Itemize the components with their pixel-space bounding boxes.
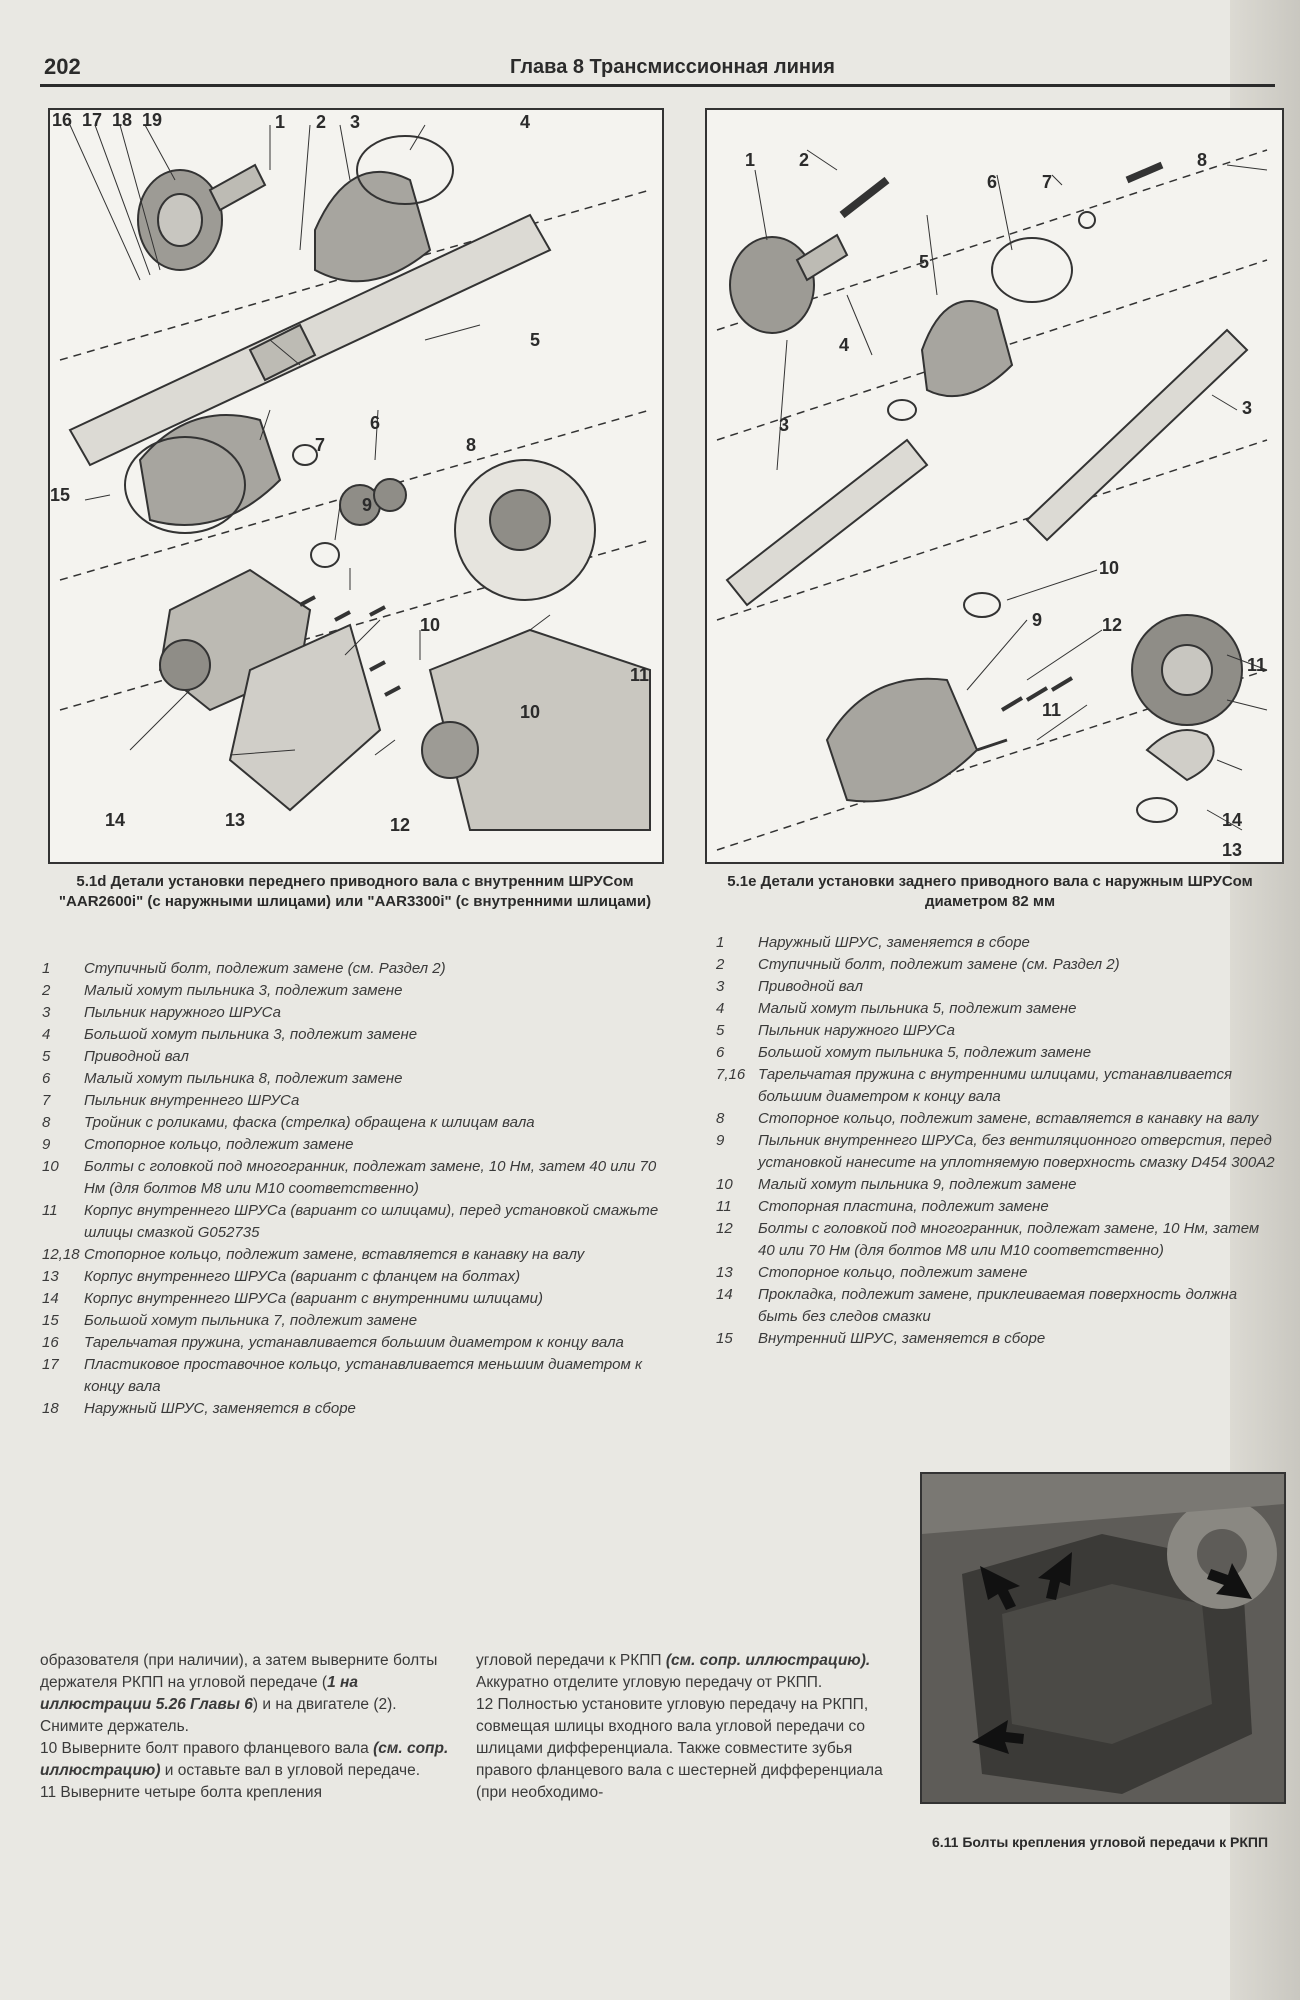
paragraph-text: 10 Выверните болт правого фланцевого вала [40,1740,374,1757]
callout-label: 12 [390,815,411,835]
legend-number: 16 [42,1334,59,1351]
legend-number: 14 [42,1290,59,1307]
figure1-callouts [50,110,662,862]
legend-item [42,1310,667,1332]
figure2-legend [716,932,1276,1350]
callout-label: 5 [919,252,930,272]
body-text-column-2 [476,1650,896,1804]
legend-number: 10 [42,1158,59,1175]
legend-number: 8 [716,1110,725,1127]
legend-number: 10 [716,1176,733,1193]
legend-item [42,1156,667,1200]
callout-label: 10 [420,615,441,635]
callout-label: 11 [1042,700,1062,720]
callout-label: 2 [316,112,327,132]
legend-item [42,1200,667,1244]
legend-item [716,1262,1276,1284]
legend-number: 12 [716,1220,733,1237]
callout-label: 17 [82,110,103,130]
legend-number: 6 [716,1044,725,1061]
callout-label: 14 [1222,810,1243,830]
legend-text: Стопорное кольцо, подлежит замене, вставляется в канавку на валу [758,1110,1259,1127]
legend-text: Стопорная пластина, подлежит замене [758,1198,1049,1215]
body-paragraph [40,1650,450,1738]
callout-label: 19 [142,110,163,130]
figure-reference: 1 на иллюстрации 5.26 Главы 6 [40,1674,359,1713]
legend-text: Наружный ШРУС, заменяется в сборе [84,1400,356,1417]
legend-text: Болты с головкой под многогранник, подлежат замене, 10 Нм, затем 40 или 70 Нм (для болтов М8 или М10 соответственно) [758,1220,1260,1259]
callout-label: 16 [52,110,73,130]
callout-label: 3 [350,112,361,132]
legend-item [42,1266,667,1288]
legend-text: Ступичный болт, подлежит замене (см. Раздел 2) [84,960,446,977]
callout-label: 2 [799,150,810,170]
callout-label: 1 [745,150,756,170]
callout-label: 8 [1197,150,1208,170]
legend-number: 14 [716,1286,733,1303]
body-text-column-1 [40,1650,450,1804]
callout-label: 11 [630,665,650,685]
legend-text: Приводной вал [84,1048,189,1065]
legend-item [716,1108,1276,1130]
callout-label: 1 [275,112,286,132]
legend-text: Болты с головкой под многогранник, подлежат замене, 10 Нм, затем 40 или 70 Нм (для болтов М8 или М10 соответственно) [84,1158,657,1197]
chapter-title: Глава 8 Трансмиссионная линия [510,56,835,78]
callout-label: 4 [520,112,531,132]
callout-label: 8 [466,435,477,455]
figure-reference: (см. сопр. иллюстрацию). [665,1652,871,1669]
legend-text: Большой хомут пыльника 5, подлежит замене [758,1044,1092,1061]
legend-number: 2 [42,982,51,999]
paragraph-text: Аккуратно отделите угловую передачу от РКПП. [476,1674,823,1691]
figure2-callouts [707,110,1282,862]
legend-item [716,1284,1276,1328]
legend-item [42,1046,667,1068]
legend-item [42,1134,667,1156]
legend-text: Стопорное кольцо, подлежит замене [84,1136,354,1153]
callout-label: 15 [50,485,71,505]
gearbox-photo-image [922,1474,1284,1802]
callout-label: 12 [1102,615,1123,635]
legend-number: 5 [716,1022,725,1039]
callout-label: 5 [530,330,541,350]
legend-item [716,1196,1276,1218]
legend-number: 3 [42,1004,51,1021]
legend-number: 9 [42,1136,51,1153]
legend-number: 11 [716,1198,732,1215]
body-paragraph [476,1650,896,1694]
page-number: 202 [44,54,81,79]
legend-text: Стопорное кольцо, подлежит замене [758,1264,1028,1281]
figure2-caption: 5.1е Детали установки заднего приводного вала с наружным ШРУСом диаметром 82 мм [727,873,1253,910]
legend-number: 2 [716,956,725,973]
legend-item [716,976,1276,998]
legend-number: 15 [716,1330,733,1347]
legend-number: 3 [716,978,725,995]
legend-text: Наружный ШРУС, заменяется в сборе [758,934,1030,951]
figure1-legend [42,958,667,1420]
legend-number: 7,16 [716,1066,746,1083]
legend-item [42,958,667,980]
legend-text: Большой хомут пыльника 3, подлежит замене [84,1026,418,1043]
callout-label: 6 [370,413,381,433]
legend-text: Большой хомут пыльника 7, подлежит замене [84,1312,418,1329]
legend-text: Корпус внутреннего ШРУСа (вариант со шлицами), перед установкой смажьте шлицы смазкой G052735 [84,1202,659,1241]
legend-item [716,1174,1276,1196]
legend-number: 18 [42,1400,59,1417]
callout-label: 9 [362,495,373,515]
legend-number: 7 [42,1092,51,1109]
callout-label: 13 [1222,840,1243,860]
paragraph-text: 12 Полностью установите угловую передачу на РКПП, совмещая шлицы входного вала угловой передачи со шлицами дифференциала. Также совместите зубья правого фланцевого вала с шестерней дифференциала (при необходимо- [476,1696,883,1801]
legend-number: 4 [42,1026,51,1043]
callout-label: 10 [520,702,541,722]
legend-number: 11 [42,1202,58,1219]
legend-text: Приводной вал [758,978,863,995]
legend-number: 8 [42,1114,51,1131]
legend-text: Пыльник наружного ШРУСа [84,1004,281,1021]
legend-text: Тарельчатая пружина, устанавливается большим диаметром к концу вала [84,1334,624,1351]
paragraph-text: угловой передачи к РКПП [476,1652,666,1669]
legend-item [42,1288,667,1310]
legend-item [42,1090,667,1112]
figure-front-driveshaft [48,108,664,864]
legend-text: Пыльник наружного ШРУСа [758,1022,955,1039]
legend-text: Пластиковое проставочное кольцо, устанавливается меньшим диаметром к концу вала [84,1356,643,1395]
legend-item [716,998,1276,1020]
legend-item [42,980,667,1002]
legend-text: Прокладка, подлежит замене, приклеиваемая поверхность должна быть без следов смазки [758,1286,1238,1325]
legend-text: Корпус внутреннего ШРУСа (вариант с внутренними шлицами) [84,1290,544,1307]
callout-label: 14 [105,810,126,830]
legend-text: Ступичный болт, подлежит замене (см. Раздел 2) [758,956,1120,973]
legend-text: Малый хомут пыльника 5, подлежит замене [758,1000,1077,1017]
legend-item [716,1328,1276,1350]
legend-number: 13 [42,1268,59,1285]
figure-reference: (см. сопр. иллюстрацию) [40,1740,449,1779]
legend-text: Малый хомут пыльника 3, подлежит замене [84,982,403,999]
legend-item [716,1064,1276,1108]
legend-item [716,1130,1276,1174]
body-paragraph [40,1782,450,1804]
callout-label: 13 [225,810,246,830]
legend-item [716,1042,1276,1064]
callout-label: 3 [779,415,790,435]
callout-label: 9 [1032,610,1043,630]
legend-item [716,1218,1276,1262]
body-paragraph [40,1738,450,1782]
legend-text: Тарельчатая пружина с внутренними шлицами, устанавливается большим диаметром к концу вала [758,1066,1232,1105]
page-header [40,52,1275,87]
figure1-caption: 5.1d Детали установки переднего приводного вала с внутренним ШРУСом "AAR2600i" (с наружными шлицами) или "AAR3300i" (с внутренними шлицами) [58,873,652,910]
legend-text: Внутренний ШРУС, заменяется в сборе [758,1330,1046,1347]
legend-text: Пыльник внутреннего ШРУСа [84,1092,300,1109]
legend-number: 15 [42,1312,59,1329]
paragraph-text: образователя (при наличии), а затем выверните болты держателя РКПП на угловой передаче ( [40,1652,438,1691]
photo-caption: 6.11 Болты крепления угловой передачи к РКПП [931,1834,1269,1850]
gearbox-photo [920,1472,1286,1804]
paragraph-text: ) и на двигателе (2). Снимите держатель. [40,1696,397,1735]
legend-number: 1 [42,960,51,977]
legend-item [42,1354,667,1398]
legend-item [42,1398,667,1420]
legend-number: 4 [716,1000,725,1017]
legend-text: Тройник с роликами, фаска (стрелка) обращена к шлицам вала [84,1114,535,1131]
paragraph-text: и оставьте вал в угловой передаче. [160,1762,420,1779]
legend-item [42,1112,667,1134]
legend-item [716,1020,1276,1042]
legend-item [716,954,1276,976]
legend-text: Корпус внутреннего ШРУСа (вариант с фланцем на болтах) [84,1268,521,1285]
legend-number: 9 [716,1132,725,1149]
legend-item [42,1332,667,1354]
paragraph-text: 11 Выверните четыре болта крепления [40,1784,322,1801]
callout-label: 3 [1242,398,1253,418]
legend-text: Стопорное кольцо, подлежит замене, вставляется в канавку на валу [84,1246,585,1263]
callout-label: 7 [1042,172,1053,192]
callout-label: 7 [315,435,326,455]
callout-label: 4 [839,335,850,355]
callout-label: 18 [112,110,133,130]
legend-text: Малый хомут пыльника 8, подлежит замене [84,1070,403,1087]
legend-number: 13 [716,1264,733,1281]
callout-label: 10 [1099,558,1120,578]
callout-label: 11 [1247,655,1267,675]
figure-rear-driveshaft [705,108,1284,864]
legend-number: 5 [42,1048,51,1065]
legend-item [42,1244,667,1266]
legend-number: 1 [716,934,725,951]
legend-number: 6 [42,1070,51,1087]
legend-item [42,1068,667,1090]
legend-number: 12,18 [42,1246,80,1263]
callout-label: 6 [987,172,998,192]
legend-item [716,932,1276,954]
body-paragraph [476,1694,896,1804]
legend-text: Пыльник внутреннего ШРУСа, без вентиляционного отверстия, перед установкой нанесите на уплотняемую поверхность смазку D454 300A2 [758,1132,1275,1171]
legend-item [42,1002,667,1024]
legend-item [42,1024,667,1046]
legend-number: 17 [42,1356,59,1373]
legend-text: Малый хомут пыльника 9, подлежит замене [758,1176,1077,1193]
